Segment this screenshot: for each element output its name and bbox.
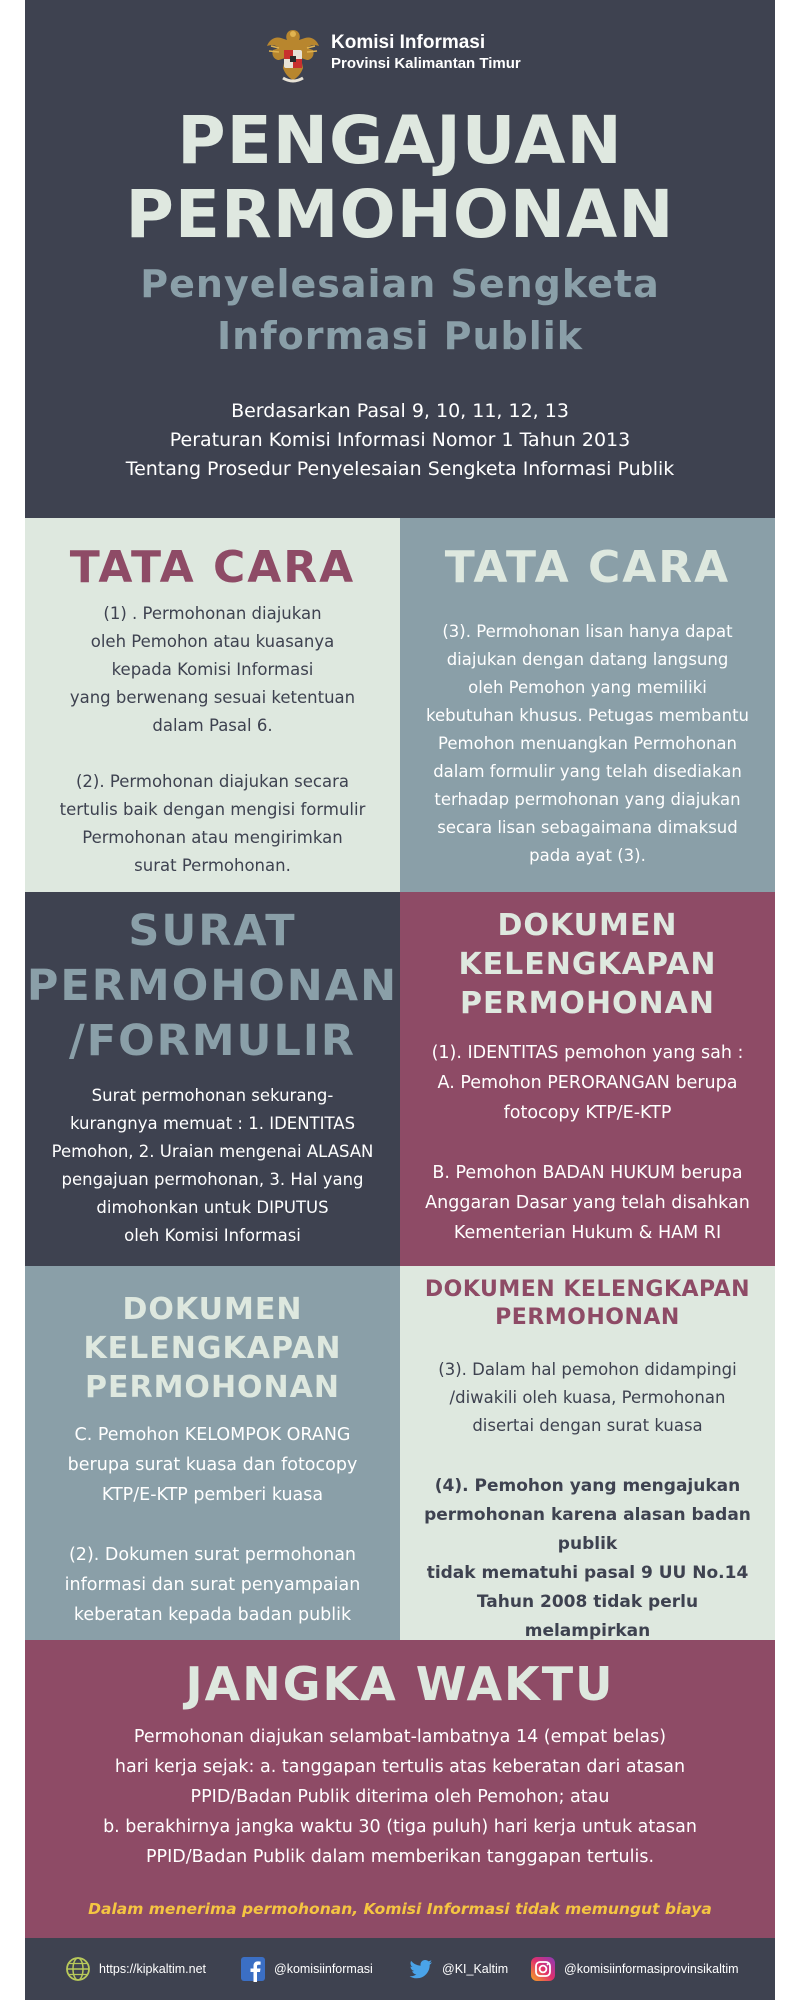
section-title: JANGKA WAKTU [185, 1657, 615, 1711]
body-line: disertai dengan surat kuasa [472, 1416, 703, 1435]
panel-dokumen-1 [400, 892, 775, 1266]
body-line: C. Pemohon KELOMPOK ORANG [74, 1425, 351, 1445]
body-line: informasi dan surat penyampaian [64, 1575, 361, 1595]
panel-title [25, 904, 400, 1069]
body-line: (1). IDENTITAS pemohon yang sah : [431, 1043, 744, 1063]
title-line: PENGAJUAN [177, 102, 623, 179]
title-line: PERMOHONAN [495, 1305, 680, 1330]
panel-title: TATA CARA [444, 542, 731, 593]
body-line: tidak mematuhi pasal 9 UU No.14 [426, 1563, 749, 1583]
title-line: KELENGKAPAN [458, 947, 717, 982]
body-line: (1) . Permohonan diajukan [103, 604, 322, 623]
panel-body [420, 618, 755, 870]
body-line: (2). Dokumen surat permohonan [68, 1545, 357, 1565]
panel-body [420, 1356, 755, 1440]
body-line: fotocopy KTP/E-KTP [503, 1103, 672, 1123]
panel-body [45, 600, 380, 880]
twitter-icon [408, 1956, 434, 1982]
title-line: KELENGKAPAN [83, 1331, 342, 1366]
panel-title [25, 1290, 400, 1407]
body-line: Permohonan diajukan selambat-lambatnya 14 (empat belas) [133, 1727, 667, 1747]
org-province: Provinsi Kalimantan Timur [331, 55, 521, 72]
body-line: Surat permohonan sekurang- [91, 1086, 334, 1105]
jangka-waktu-section [25, 1640, 775, 1938]
body-line: pengajuan permohonan, 3. Hal yang [61, 1170, 364, 1189]
panel-tata-cara-2 [400, 518, 775, 892]
title-line: /FORMULIR [69, 1016, 356, 1066]
body-line: pada ayat (3). [529, 846, 646, 865]
title-line: DOKUMEN KELENGKAPAN [424, 1277, 751, 1302]
basis-line: Peraturan Komisi Informasi Nomor 1 Tahun 2013 [169, 429, 631, 451]
body-line: kebutuhan khusus. Petugas membantu [426, 706, 749, 725]
body-line: oleh Komisi Informasi [124, 1226, 301, 1245]
panel-title [400, 1276, 775, 1332]
page-subtitle [25, 258, 775, 362]
body-line: berupa surat kuasa dan fotocopy [67, 1455, 358, 1475]
website-url: https://kipkaltim.net [99, 1962, 206, 1976]
body-line: oleh Pemohon yang memiliki [468, 678, 707, 697]
body-line: diajukan dengan datang langsung [446, 650, 729, 669]
panel-body [45, 1420, 380, 1630]
header-section [25, 0, 775, 518]
body-line: KTP/E-KTP pemberi kuasa [101, 1485, 324, 1505]
body-line: dalam formulir yang telah disediakan [433, 762, 742, 781]
twitter-handle: @KI_Kaltim [442, 1962, 509, 1976]
panel-dokumen-2 [25, 1266, 400, 1640]
legal-basis [25, 397, 775, 484]
instagram-icon [530, 1956, 556, 1982]
body-line: oleh Pemohon atau kuasanya [90, 632, 335, 651]
title-line: DOKUMEN [122, 1292, 303, 1327]
panel-body [45, 1082, 380, 1250]
subtitle-line: Informasi Publik [216, 314, 584, 358]
body-line: yang berwenang sesuai ketentuan [69, 688, 356, 707]
body-line: terhadap permohonan yang diajukan [434, 790, 741, 809]
body-line: B. Pemohon BADAN HUKUM berupa [432, 1163, 743, 1183]
panel-tata-cara-1 [25, 518, 400, 892]
org-name: Komisi Informasi [331, 32, 486, 53]
footer [25, 1938, 775, 2000]
body-line: keberatan kepada badan publik [73, 1605, 352, 1625]
body-line: Tahun 2008 tidak perlu melampirkan [476, 1592, 699, 1640]
instagram-handle: @komisiinformasiprovinsikaltim [564, 1962, 739, 1976]
section-body [55, 1722, 745, 1872]
body-line: PPID/Badan Publik dalam memberikan tanggapan tertulis. [145, 1847, 655, 1867]
garuda-emblem-icon [265, 24, 321, 84]
panel-surat-permohonan [25, 892, 400, 1266]
body-line: Pemohon, 2. Uraian mengenai ALASAN [51, 1142, 374, 1161]
panel-title: TATA CARA [69, 542, 356, 593]
body-line: (2). Permohonan diajukan secara [76, 772, 349, 791]
body-line: A. Pemohon PERORANGAN berupa [437, 1073, 738, 1093]
body-line: kepada Komisi Informasi [111, 660, 314, 679]
body-line: permohonan karena alasan badan publik [424, 1505, 751, 1554]
body-line: kurangnya memuat : 1. IDENTITAS [69, 1114, 356, 1133]
title-line: PERMOHONAN [85, 1370, 340, 1405]
basis-line: Tentang Prosedur Penyelesaian Sengketa Informasi Publik [125, 458, 675, 480]
subtitle-line: Penyelesaian Sengketa [140, 262, 660, 306]
free-of-charge-note: Dalam menerima permohonan, Komisi Informasi tidak memungut biaya [88, 1900, 712, 1918]
facebook-handle: @komisiinformasi [274, 1962, 373, 1976]
body-line: dalam Pasal 6. [152, 716, 273, 735]
body-line: surat Permohonan. [134, 856, 291, 875]
globe-icon [65, 1956, 91, 1982]
panel-body [420, 1038, 755, 1248]
infographic-page [25, 0, 775, 2000]
basis-line: Berdasarkan Pasal 9, 10, 11, 12, 13 [231, 400, 569, 422]
page-title [25, 104, 775, 252]
body-line: tertulis baik dengan mengisi formulir [59, 800, 366, 819]
body-line: Anggaran Dasar yang telah disahkan [425, 1193, 750, 1213]
facebook-icon [240, 1956, 266, 1982]
body-line: PPID/Badan Publik diterima oleh Pemohon; atau [190, 1787, 610, 1807]
body-line: Permohonan atau mengirimkan [82, 828, 343, 847]
body-line: dimohonkan untuk DIPUTUS [96, 1198, 329, 1217]
panel-dokumen-3 [400, 1266, 775, 1640]
title-line: SURAT [128, 906, 297, 956]
body-line: hari kerja sejak: a. tanggapan tertulis atas keberatan dari atasan [114, 1757, 686, 1777]
title-line: PERMOHONAN [26, 961, 399, 1011]
body-line: (3). Permohonan lisan hanya dapat [442, 622, 733, 641]
title-line: PERMOHONAN [460, 986, 715, 1021]
body-line: b. berakhirnya jangka waktu 30 (tiga puluh) hari kerja untuk atasan [103, 1817, 697, 1837]
body-line: secara lisan sebagaimana dimaksud [437, 818, 738, 837]
logo [265, 24, 555, 84]
panel-body-emphasis [420, 1472, 755, 1640]
body-line: (3). Dalam hal pemohon didampingi [438, 1360, 737, 1379]
panel-title [400, 906, 775, 1023]
title-line: DOKUMEN [497, 908, 678, 943]
body-line: Pemohon menuangkan Permohonan [438, 734, 737, 753]
body-line: (4). Pemohon yang mengajukan [434, 1476, 741, 1496]
title-line: PERMOHONAN [125, 176, 675, 253]
body-line: Kementerian Hukum & HAM RI [453, 1223, 722, 1243]
body-line: /diwakili oleh kuasa, Permohonan [449, 1388, 726, 1407]
